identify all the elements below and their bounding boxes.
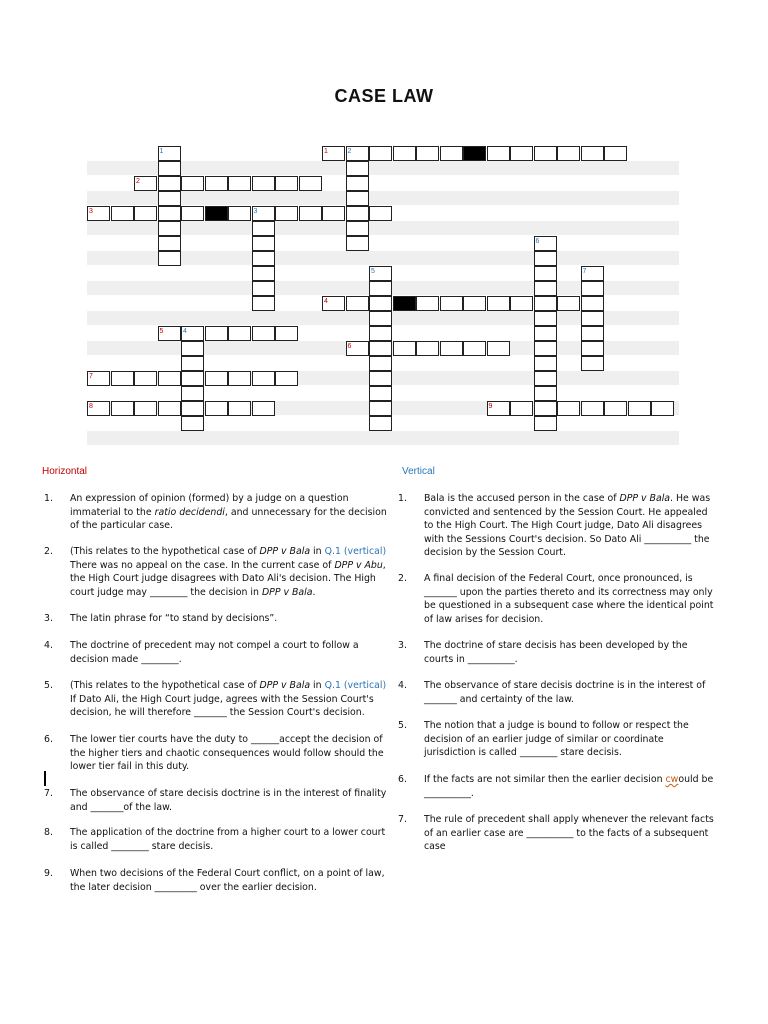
answer-cell[interactable] (322, 296, 345, 311)
clue-text: The doctrine of stare decisis has been developed by the courts in __________. (424, 640, 688, 665)
clue-number-label: 4. (398, 680, 407, 691)
answer-cell[interactable] (181, 401, 204, 416)
answer-cell[interactable] (487, 401, 510, 416)
clue-number: 8 (89, 402, 93, 410)
answer-cell[interactable] (252, 281, 275, 296)
answer-cell[interactable] (252, 296, 275, 311)
answer-cell[interactable] (534, 236, 557, 251)
clue-number-label: 6. (398, 774, 407, 785)
answer-cell[interactable] (581, 341, 604, 356)
clue-number-label: 5. (44, 680, 53, 691)
answer-cell[interactable] (346, 161, 369, 176)
answer-cell[interactable] (181, 371, 204, 386)
answer-cell[interactable] (346, 206, 369, 221)
clue-text: (This relates to the hypothetical case of DPP v Bala in Q.1 (vertical) If Dato Ali, the High Court judge, agrees with the Session Court's decision, he will therefore _______ the Session Court's decision. (70, 680, 387, 718)
answer-cell[interactable] (369, 371, 392, 386)
answer-cell[interactable] (557, 146, 580, 161)
clue-number-label: 9. (44, 868, 53, 879)
answer-cell[interactable] (510, 146, 533, 161)
answer-cell[interactable] (275, 176, 298, 191)
answer-cell[interactable] (346, 146, 369, 161)
answer-cell[interactable] (534, 341, 557, 356)
answer-cell[interactable] (440, 341, 463, 356)
answer-cell[interactable] (369, 206, 392, 221)
answer-cell[interactable] (393, 341, 416, 356)
answer-cell[interactable] (534, 356, 557, 371)
answer-cell[interactable] (181, 176, 204, 191)
answer-cell[interactable] (487, 341, 510, 356)
clue-text: The observance of stare decisis doctrine is in the interest of _______ and certainty of the law. (424, 680, 706, 705)
black-square (393, 296, 416, 311)
clue-text: An expression of opinion (formed) by a judge on a question immaterial to the ratio decidendi, and unnecessary for the decision of the particular case. (70, 493, 387, 531)
answer-cell[interactable] (369, 401, 392, 416)
answer-cell[interactable] (487, 146, 510, 161)
answer-cell[interactable] (534, 266, 557, 281)
clue-number-label: 6. (44, 734, 53, 745)
answer-cell[interactable] (487, 296, 510, 311)
clue-text: The lower tier courts have the duty to ______accept the decision of the higher tiers and chaotic consequences would follow should the lower tier fail in this duty. (70, 734, 384, 772)
answer-cell[interactable] (252, 266, 275, 281)
answer-cell[interactable] (534, 326, 557, 341)
answer-cell[interactable] (463, 296, 486, 311)
clue-text: If the facts are not similar then the earlier decision cwould be __________. (424, 774, 714, 799)
answer-cell[interactable] (134, 176, 157, 191)
clue-number-label: 3. (398, 640, 407, 651)
answer-cell[interactable] (158, 251, 181, 266)
answer-cell[interactable] (604, 401, 627, 416)
answer-cell[interactable] (158, 371, 181, 386)
answer-cell[interactable] (581, 296, 604, 311)
answer-cell[interactable] (275, 371, 298, 386)
clue-number: 3 (89, 207, 93, 215)
page-title: CASE LAW (334, 86, 434, 106)
answer-cell[interactable] (111, 401, 134, 416)
answer-cell[interactable] (228, 401, 251, 416)
answer-cell[interactable] (346, 236, 369, 251)
answer-cell[interactable] (557, 401, 580, 416)
answer-cell[interactable] (534, 296, 557, 311)
answer-cell[interactable] (87, 401, 110, 416)
answer-cell[interactable] (369, 296, 392, 311)
answer-cell[interactable] (205, 176, 228, 191)
horizontal-heading: Horizontal (42, 466, 88, 477)
answer-cell[interactable] (158, 221, 181, 236)
answer-cell[interactable] (181, 326, 204, 341)
answer-cell[interactable] (416, 341, 439, 356)
answer-cell[interactable] (134, 206, 157, 221)
answer-cell[interactable] (534, 386, 557, 401)
crossword-grid[interactable] (0, 0, 768, 450)
clue-number-label: 7. (398, 814, 407, 825)
answer-cell[interactable] (346, 191, 369, 206)
clue-text: A final decision of the Federal Court, once pronounced, is _______ upon the parties thereto and its correctness may only be questioned in a subsequent case where the identical point of law arises for decision. (424, 573, 714, 625)
answer-cell[interactable] (581, 266, 604, 281)
answer-cell[interactable] (228, 206, 251, 221)
vertical-heading: Vertical (402, 466, 435, 477)
answer-cell[interactable] (252, 371, 275, 386)
answer-cell[interactable] (252, 176, 275, 191)
clue-number: 7 (582, 267, 587, 275)
answer-cell[interactable] (440, 296, 463, 311)
answer-cell[interactable] (158, 191, 181, 206)
answer-cell[interactable] (534, 251, 557, 266)
clue-text: The application of the doctrine from a higher court to a lower court is called ________ stare decisis. (70, 827, 386, 852)
black-square (463, 146, 486, 161)
clue-number-label: 4. (44, 640, 53, 651)
answer-cell[interactable] (158, 161, 181, 176)
answer-cell[interactable] (205, 326, 228, 341)
clue-text: (This relates to the hypothetical case of DPP v Bala in Q.1 (vertical) There was no appeal on the case. In the current case of DPP v Abu, the High Court judge disagrees with Dato Ali's decision. The High court judge may ________ the decision in DPP v Bala. (70, 546, 387, 598)
answer-cell[interactable] (581, 356, 604, 371)
answer-cell[interactable] (158, 401, 181, 416)
answer-cell[interactable] (346, 296, 369, 311)
clue-number: 9 (488, 402, 493, 410)
answer-cell[interactable] (346, 221, 369, 236)
answer-cell[interactable] (111, 371, 134, 386)
answer-cell[interactable] (534, 401, 557, 416)
answer-cell[interactable] (604, 146, 627, 161)
grid-stripe (87, 431, 679, 445)
clue-text: The rule of precedent shall apply whenever the relevant facts of an earlier case are __________ to the facts of a subsequent case (424, 814, 714, 852)
clue-number: 4 (183, 327, 187, 335)
clue-number-label: 1. (398, 493, 407, 504)
answer-cell[interactable] (181, 341, 204, 356)
answer-cell[interactable] (228, 371, 251, 386)
clue-text: The notion that a judge is bound to follow or respect the decision of an earlier judge of similar or coordinate jurisdiction is called ________ stare decisis. (424, 720, 689, 758)
answer-cell[interactable] (275, 206, 298, 221)
answer-cell[interactable] (252, 251, 275, 266)
answer-cell[interactable] (252, 236, 275, 251)
answer-cell[interactable] (134, 371, 157, 386)
clue-number: 7 (89, 372, 93, 380)
answer-cell[interactable] (158, 206, 181, 221)
answer-cell[interactable] (369, 416, 392, 431)
answer-cell[interactable] (534, 146, 557, 161)
answer-cell[interactable] (134, 401, 157, 416)
answer-cell[interactable] (369, 281, 392, 296)
answer-cell[interactable] (581, 146, 604, 161)
answer-cell[interactable] (416, 296, 439, 311)
answer-cell[interactable] (322, 146, 345, 161)
answer-cell[interactable] (463, 341, 486, 356)
answer-cell[interactable] (346, 176, 369, 191)
answer-cell[interactable] (299, 176, 322, 191)
answer-cell[interactable] (369, 326, 392, 341)
answer-cell[interactable] (581, 401, 604, 416)
clue-text: The doctrine of precedent may not compel a court to follow a decision made ________. (70, 640, 359, 665)
answer-cell[interactable] (369, 146, 392, 161)
answer-cell[interactable] (393, 146, 416, 161)
answer-cell[interactable] (158, 326, 181, 341)
answer-cell[interactable] (299, 206, 322, 221)
answer-cell[interactable] (510, 296, 533, 311)
answer-cell[interactable] (581, 311, 604, 326)
answer-cell[interactable] (322, 206, 345, 221)
answer-cell[interactable] (651, 401, 674, 416)
answer-cell[interactable] (87, 371, 110, 386)
answer-cell[interactable] (228, 176, 251, 191)
answer-cell[interactable] (369, 341, 392, 356)
answer-cell[interactable] (158, 236, 181, 251)
answer-cell[interactable] (346, 341, 369, 356)
answer-cell[interactable] (111, 206, 134, 221)
clue-number: 1 (159, 147, 164, 155)
answer-cell[interactable] (581, 326, 604, 341)
answer-cell[interactable] (534, 311, 557, 326)
clue-text: Bala is the accused person in the case of DPP v Bala. He was convicted and sentenced by the Session Court. He appealed to the High Court. The High Court judge, Dato Ali disagrees with the Sessions Court's decision. So Dato Ali __________ the decision by the Session Court. (424, 493, 711, 558)
answer-cell[interactable] (534, 371, 557, 386)
answer-cell[interactable] (228, 326, 251, 341)
answer-cell[interactable] (205, 371, 228, 386)
clue-number: 2 (347, 147, 352, 155)
answer-cell[interactable] (252, 206, 275, 221)
clue-number-label: 3. (44, 613, 53, 624)
black-square (205, 206, 228, 221)
answer-cell[interactable] (205, 401, 228, 416)
answer-cell[interactable] (158, 146, 181, 161)
clue-number-label: 2. (44, 546, 53, 557)
clue-text: The latin phrase for “to stand by decisions”. (70, 613, 278, 624)
clue-number-label: 1. (44, 493, 53, 504)
answer-cell[interactable] (628, 401, 651, 416)
answer-cell[interactable] (510, 401, 533, 416)
clue-number: 6 (347, 342, 352, 350)
answer-cell[interactable] (440, 146, 463, 161)
clue-number: 4 (324, 297, 328, 305)
clue-number-label: 8. (44, 827, 53, 838)
clue-number: 5 (159, 327, 164, 335)
clue-number-label: 7. (44, 788, 53, 799)
clue-number: 1 (324, 147, 328, 155)
answer-cell[interactable] (369, 356, 392, 371)
clue-text: When two decisions of the Federal Court conflict, on a point of law, the later decision _________ over the earlier decision. (70, 868, 385, 893)
answer-cell[interactable] (252, 326, 275, 341)
answer-cell[interactable] (181, 386, 204, 401)
answer-cell[interactable] (534, 281, 557, 296)
answer-cell[interactable] (369, 266, 392, 281)
answer-cell[interactable] (557, 296, 580, 311)
answer-cell[interactable] (369, 386, 392, 401)
answer-cell[interactable] (252, 221, 275, 236)
clue-number: 2 (136, 177, 140, 185)
answer-cell[interactable] (181, 416, 204, 431)
answer-cell[interactable] (416, 146, 439, 161)
clue-text: The observance of stare decisis doctrine is in the interest of finality and _______of the law. (70, 788, 387, 813)
answer-cell[interactable] (181, 206, 204, 221)
answer-cell[interactable] (252, 401, 275, 416)
clue-number: 6 (535, 237, 540, 245)
clue-number-label: 2. (398, 573, 407, 584)
clue-number: 3 (253, 207, 258, 215)
answer-cell[interactable] (275, 326, 298, 341)
text-cursor (44, 771, 46, 786)
clue-number-label: 5. (398, 720, 407, 731)
clue-number: 5 (371, 267, 375, 275)
answer-cell[interactable] (87, 206, 110, 221)
answer-cell[interactable] (534, 416, 557, 431)
answer-cell[interactable] (369, 311, 392, 326)
answer-cell[interactable] (181, 356, 204, 371)
answer-cell[interactable] (158, 176, 181, 191)
answer-cell[interactable] (581, 281, 604, 296)
